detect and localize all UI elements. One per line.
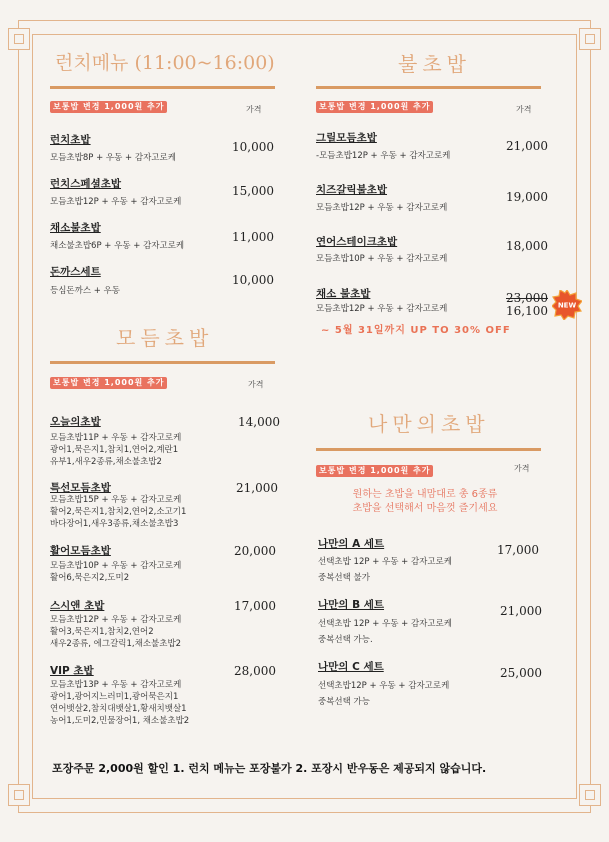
mine-title-bar (316, 448, 541, 451)
lunch-price-label: 가격 (246, 105, 262, 114)
menu-item-price: 14,000 (238, 415, 280, 429)
fire-price-label: 가격 (516, 105, 532, 114)
assorted-title-bar (50, 361, 275, 364)
menu-item-desc: 모듬초밥12P + 우동 + 감자고로케 (316, 203, 448, 213)
fire-notice: 보통밥 변경 1,000원 추가 (316, 101, 433, 113)
menu-item-price: 19,000 (506, 190, 548, 204)
menu-item-name: 런치초밥 (50, 134, 91, 146)
menu-item-price: 21,000 (236, 481, 278, 495)
assorted-notice: 보통밥 변경 1,000원 추가 (50, 377, 167, 389)
menu-item-desc: 모듬초밥11P + 우동 + 감자고로케 광어1,묵은지1,참치1,연어2,계란1 유부1,새우2종류,채소불초밥2 (50, 433, 182, 467)
menu-item-price: 17,000 (497, 543, 539, 557)
fire-title: 불초밥 (398, 52, 471, 76)
menu-item-price: 11,000 (232, 230, 274, 244)
menu-item-name: 나만의 A 세트 (318, 538, 385, 550)
footer-notice: 포장주문 2,000원 할인 1. 런치 메뉴는 포장불가 2. 포장시 반우동은 제공되지 않습니다. (52, 762, 487, 775)
menu-item-desc: 등심돈까스 + 우동 (50, 286, 121, 296)
menu-item-name: 연어스테이크초밥 (316, 236, 398, 248)
menu-item-desc: 모듬초밥10P + 우동 + 감자고로케 (316, 254, 448, 264)
menu-item-price: 18,000 (506, 239, 548, 253)
corner-ornament (579, 784, 601, 806)
menu-item-desc: 모듬초밥12P + 우동 + 감자고로케 (316, 304, 448, 314)
menu-item-name: 활어모듬초밥 (50, 545, 111, 557)
menu-item-name: 치즈갈릭불초밥 (316, 184, 388, 196)
menu-item-price: 21,000 (500, 604, 542, 618)
menu-item-price: 17,000 (234, 599, 276, 613)
menu-item-desc: 모듬초밥12P + 우동 + 감자고로케 활어3,묵은지1,참치2,연어2 새우2종류, 에그갈릭1,채소불초밥2 (50, 615, 182, 649)
menu-item-desc: 모듬초밥10P + 우동 + 감자고로케 활어6,묵은지2,도미2 (50, 561, 182, 583)
menu-item-desc: 선택초밥12P + 우동 + 감자고로케 중복선택 가능 (318, 681, 450, 707)
menu-item-desc: 모듬초밥13P + 우동 + 감자고로케 광어1,광어지느러미1,광어묵은지1 연어뱃살2,참치대뱃살1,황새치뱃살1 농어1,도미2,민물장어1, 채소불초밥2 (50, 680, 190, 726)
menu-item-desc: 선택초밥 12P + 우동 + 감자고로케 중복선택 불가 (318, 557, 453, 583)
menu-item-price: 10,000 (232, 140, 274, 154)
fire-title-bar (316, 86, 541, 89)
new-badge-icon (552, 290, 582, 320)
assorted-title: 모듬초밥 (116, 326, 214, 350)
promo-banner: ~ 5월 31일까지 UP TO 30% OFF (321, 325, 511, 336)
corner-ornament (579, 28, 601, 50)
corner-ornament (8, 784, 30, 806)
lunch-notice: 보통밥 변경 1,000원 추가 (50, 101, 167, 113)
mine-title: 나만의초밥 (368, 412, 490, 436)
menu-item-desc: 채소불초밥6P + 우동 + 감자고로케 (50, 241, 185, 251)
menu-item-desc: 선택초밥 12P + 우동 + 감자고로케 중복선택 가능. (318, 619, 453, 645)
lunch-title: 런치메뉴 (11:00~16:00) (55, 52, 275, 74)
menu-item-price: 25,000 (500, 666, 542, 680)
menu-item-desc: 모듬초밥15P + 우동 + 감자고로케 활어2,묵은지1,참치2,연어2,소고기1 바다장어1,새우3종류,채소불초밥3 (50, 495, 187, 529)
mine-note: 원하는 초밥을 내맘대로 총 6종류 초밥을 선택해서 마음껏 즐기세요 (352, 489, 498, 514)
corner-ornament (8, 28, 30, 50)
menu-item-old-price: 23,000 (506, 291, 548, 305)
menu-item-name: 채소 불초밥 (316, 288, 371, 300)
menu-item-desc: -모듬초밥12P + 우동 + 감자고로케 (316, 151, 451, 161)
menu-item-price: 28,000 (234, 664, 276, 678)
menu-item-price: 15,000 (232, 184, 274, 198)
menu-item-price: 20,000 (234, 544, 276, 558)
menu-item-desc: 모듬초밥12P + 우동 + 감자고로케 (50, 197, 182, 207)
mine-price-label: 가격 (514, 464, 530, 473)
menu-item-name: 그릴모듬초밥 (316, 132, 377, 144)
new-badge-label: NEW (557, 301, 577, 310)
menu-item-name: 돈까스세트 (50, 266, 101, 278)
menu-item-name: 스시앤 초밥 (50, 600, 105, 612)
assorted-price-label: 가격 (248, 380, 264, 389)
menu-item-name: 런치스페셜초밥 (50, 178, 122, 190)
menu-item-name: VIP 초밥 (50, 665, 94, 677)
menu-item-price: 10,000 (232, 273, 274, 287)
menu-item-name: 나만의 C 세트 (318, 661, 384, 673)
menu-item-name: 특선모듬초밥 (50, 482, 111, 494)
menu-item-name: 나만의 B 세트 (318, 599, 385, 611)
menu-item-price: 21,000 (506, 139, 548, 153)
menu-item-desc: 모듬초밥8P + 우동 + 감자고로케 (50, 153, 176, 163)
menu-item-price: 16,100 (506, 304, 548, 318)
lunch-title-bar (50, 86, 275, 89)
mine-notice: 보통밥 변경 1,000원 추가 (316, 465, 433, 477)
menu-item-name: 오늘의초밥 (50, 416, 101, 428)
menu-item-name: 채소불초밥 (50, 222, 101, 234)
